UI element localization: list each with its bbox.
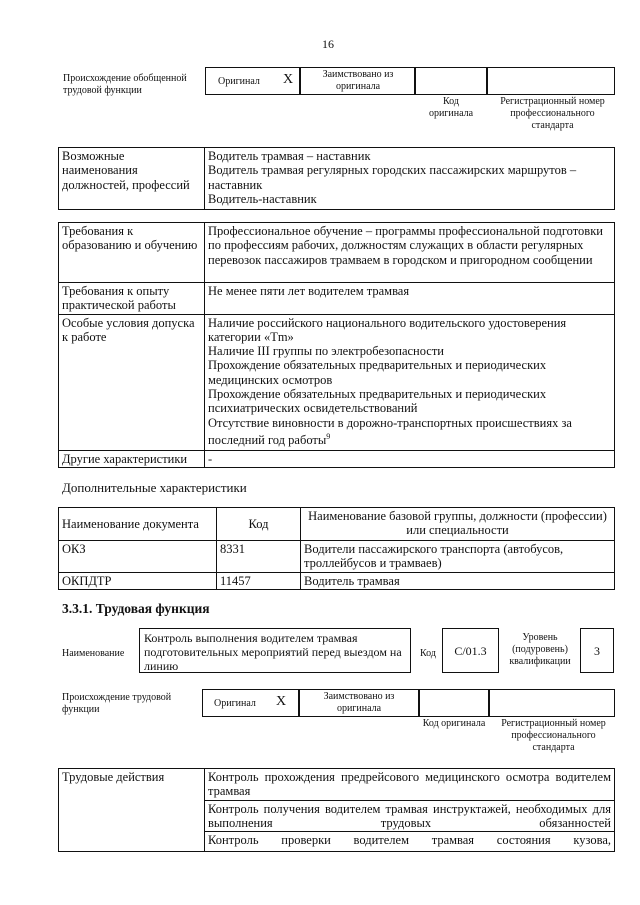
education-value: Профессиональное обучение – программы профессиональной подготовки по профессиям рабочих, должностям служащих в области регулярных перевозок пассажиров трамваем в городском и пригородном сообщении bbox=[205, 223, 615, 283]
action-row bbox=[205, 800, 615, 832]
code-original-cell bbox=[419, 689, 489, 717]
position-line: Водитель трамвая регулярных городских пассажирских маршрутов – наставник bbox=[208, 163, 577, 192]
reg-number-cell bbox=[489, 689, 615, 717]
code-original-cell bbox=[415, 67, 487, 95]
table-cell: Водитель трамвая bbox=[301, 572, 615, 589]
origin-label: Происхождение трудовой функции bbox=[62, 692, 172, 715]
actions-table bbox=[58, 768, 615, 852]
experience-value: Не менее пяти лет водителем трамвая bbox=[205, 283, 615, 315]
code-original-caption: Код оригинала bbox=[422, 718, 486, 729]
position-line: Водитель-наставник bbox=[208, 191, 317, 206]
condition-line: Прохождение обязательных предварительных и периодических медицинских осмотров bbox=[208, 358, 547, 387]
action-text: Контроль получения водителем трамвая инструктажей, необходимых для выполнения трудовых обязанностей bbox=[208, 801, 611, 830]
position-line: Водитель трамвая – наставник bbox=[208, 149, 371, 163]
header-code: Код bbox=[217, 508, 301, 541]
requirements-table bbox=[58, 222, 615, 468]
section-heading: 3.3.1. Трудовая функция bbox=[62, 601, 210, 616]
reg-number-caption: Регистрационный номер профессионального стандарта bbox=[501, 718, 606, 753]
conditions-label: Особые условия допуска к работе bbox=[59, 314, 205, 450]
table-cell: 11457 bbox=[217, 572, 301, 589]
positions-values bbox=[205, 148, 615, 210]
code-label: Код bbox=[420, 648, 436, 659]
original-label: Оригинал bbox=[214, 698, 256, 709]
condition-text: Отсутствие виновности в дорожно-транспортных происшествиях за последний год работы bbox=[208, 415, 572, 448]
reg-number-cell bbox=[487, 67, 615, 95]
conditions-values bbox=[205, 314, 615, 450]
actions-label: Трудовые действия bbox=[59, 769, 205, 852]
table-cell: Водители пассажирского транспорта (автобусов, троллейбусов и трамваев) bbox=[301, 541, 615, 573]
additional-table bbox=[58, 507, 615, 590]
condition-line bbox=[208, 416, 611, 448]
original-mark: X bbox=[283, 72, 294, 87]
footnote-mark: 9 bbox=[326, 431, 331, 441]
name-label: Наименование bbox=[62, 648, 125, 659]
action-text: Контроль прохождения предрейсового медицинского осмотра водителем трамвая bbox=[208, 770, 611, 799]
condition-line: Прохождение обязательных предварительных и периодических психиатрических освидетельствований bbox=[208, 387, 547, 416]
positions-label: Возможные наименования должностей, профессий bbox=[59, 148, 205, 210]
borrowed-label: Заимствовано из оригинала bbox=[323, 691, 395, 714]
experience-label: Требования к опыту практической работы bbox=[59, 283, 205, 315]
action-text: Контроль проверки водителем трамвая состояния кузова, bbox=[208, 833, 611, 848]
action-row bbox=[205, 769, 615, 801]
education-label: Требования к образованию и обучению bbox=[59, 223, 205, 283]
condition-line: Наличие российского национального водительского удостоверения категории «Tm» bbox=[208, 315, 567, 344]
function-code: C/01.3 bbox=[454, 644, 487, 658]
borrowed-label: Заимствовано из оригинала bbox=[322, 69, 394, 92]
header-document: Наименование документа bbox=[59, 508, 217, 541]
other-label: Другие характеристики bbox=[59, 450, 205, 467]
function-name: Контроль выполнения водителем трамвая подготовительных мероприятий перед выездом на линию bbox=[144, 631, 402, 673]
origin-label: Происхождение обобщенной трудовой функции bbox=[63, 73, 187, 96]
condition-line: Наличие III группы по электробезопасности bbox=[208, 344, 444, 359]
reg-number-caption: Регистрационный номер профессионального стандарта bbox=[500, 96, 605, 131]
table-cell: ОКЗ bbox=[59, 541, 217, 573]
positions-table bbox=[58, 147, 615, 210]
code-original-caption: Код оригинала bbox=[428, 96, 474, 119]
original-label: Оригинал bbox=[218, 76, 260, 87]
page-number: 16 bbox=[322, 37, 334, 51]
action-row bbox=[205, 832, 615, 852]
other-value: - bbox=[205, 450, 615, 467]
level-value: 3 bbox=[594, 644, 600, 658]
additional-title: Дополнительные характеристики bbox=[62, 480, 247, 495]
original-mark: X bbox=[276, 694, 287, 709]
level-label: Уровень (подуровень) квалификации bbox=[509, 632, 571, 667]
table-cell: 8331 bbox=[217, 541, 301, 573]
header-group: Наименование базовой группы, должности (профессии) или специальности bbox=[301, 508, 615, 541]
table-cell: ОКПДТР bbox=[59, 572, 217, 589]
